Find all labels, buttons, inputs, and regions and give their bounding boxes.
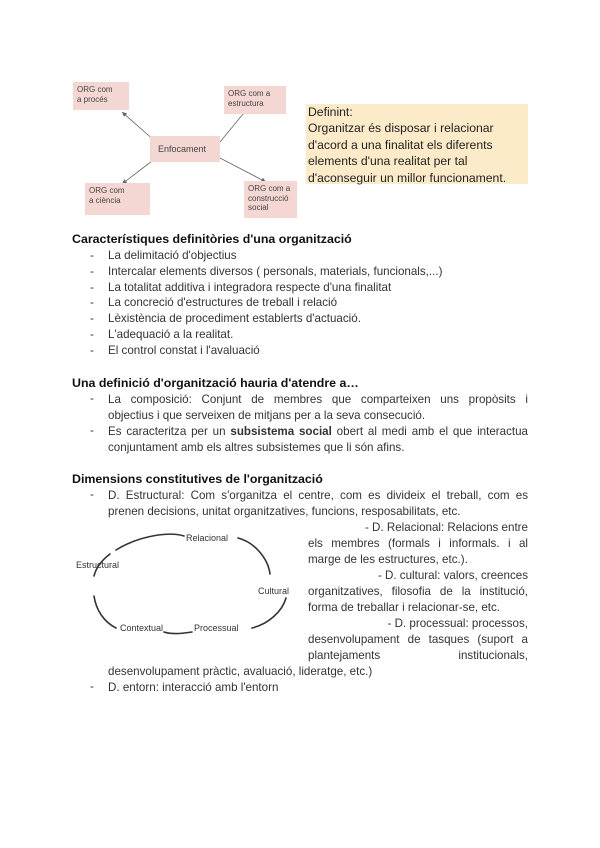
- dimensions-cycle-diagram: [72, 528, 302, 640]
- processual-line: desenvolupament de tasques (suport a: [308, 633, 528, 646]
- cultural-line: forma de treballar i relacionar-se, etc.: [308, 601, 501, 614]
- cycle-arc-cultural: [252, 598, 286, 628]
- section1-heading: Característiques definitòries d'una organització: [72, 232, 352, 246]
- list-item: - Lèxistència de procediment establerts d'actuació.: [90, 311, 442, 327]
- processual-last-line: desenvolupament pràctic, avaluació, lideratge, etc.): [108, 665, 373, 678]
- list-item: - Intercalar elements diversos ( personals, materials, funcionals,...): [90, 264, 442, 280]
- cycle-arc-relacional: [116, 534, 184, 550]
- cultural-line: organitzatives, filosofia de la institució,: [308, 585, 528, 598]
- cycle-arc-contextual: [94, 596, 116, 628]
- estructural-line: prenen decisions, unitat organitzatives, funcions, resposabilitats, etc.: [108, 505, 461, 518]
- definition-line: d'acord a una finalitat els diferents: [308, 137, 493, 152]
- arrow-bottom-right: [220, 158, 266, 182]
- subsistema-line: Es caracteritza per un subsistema social obert al medi amb el que interactua: [108, 425, 528, 438]
- entorn-line: D. entorn: interacció amb l'entorn: [108, 681, 279, 694]
- cycle-arc-processual: [164, 632, 192, 634]
- cycle-label-processual: Processual: [194, 623, 239, 633]
- section3-heading: Dimensions constitutives de l'organització: [72, 472, 323, 486]
- composicio-line: objectius i que serveixen de mitjans per a la seva consecució.: [108, 409, 426, 422]
- estructural-line: D. Estructural: Com s'organitza el centre, com es divideix el treball, com es: [108, 489, 528, 502]
- relacional-line: - D. Relacional: Relacions entre: [364, 521, 528, 534]
- list-dash: -: [90, 488, 94, 501]
- processual-line: - D. processual: processos,: [387, 617, 528, 630]
- cycle-arc-relacional-right: [238, 538, 270, 574]
- list-item: - La delimitació d'objectius: [90, 248, 442, 264]
- list-item: - L'adequació a la realitat.: [90, 327, 442, 343]
- org-ciencia-box: ORG com a ciència: [85, 183, 150, 215]
- list-dash: -: [90, 424, 94, 437]
- cycle-label-relacional: Relacional: [186, 533, 229, 543]
- relacional-line: marge de les estructures, etc.).: [308, 553, 468, 566]
- definition-label: Definint:: [308, 105, 353, 119]
- composicio-line: La composició: Conjunt de membres que comparteixen uns propòsits i: [108, 393, 528, 406]
- list-dash: -: [90, 680, 94, 693]
- enfocament-box: Enfocament: [150, 136, 220, 162]
- processual-line: plantejaments institucionals,: [308, 649, 528, 662]
- org-estructura-box: ORG com a estructura: [224, 86, 286, 114]
- list-dash: -: [90, 392, 94, 405]
- section2-heading: Una definició d'organització hauria d'atendre a…: [72, 376, 359, 390]
- list-item: - La totalitat additiva i integradora respecte d'una finalitat: [90, 280, 442, 296]
- relacional-line: els membres (formals i informals. i al: [308, 537, 528, 550]
- definition-box: [306, 104, 528, 184]
- org-construccio-social-box: ORG com a construcció social: [244, 181, 297, 218]
- list-item: - El control constat i l'avaluació: [90, 343, 442, 359]
- cultural-line: - D. cultural: valors, creences: [377, 569, 528, 582]
- cycle-label-estructural: Estructural: [76, 560, 120, 570]
- cycle-label-contextual: Contextual: [120, 623, 164, 633]
- cycle-label-cultural: Cultural: [258, 586, 290, 596]
- definition-line: elements d'una realitat per tal: [308, 154, 468, 169]
- definition-line: d'aconseguir un millor funcionament.: [308, 170, 507, 185]
- list-item: - La concreció d'estructures de treball i relació: [90, 295, 442, 311]
- org-proces-box: ORG com a procés: [73, 82, 129, 110]
- subsistema-social-bold: subsistema social: [230, 425, 332, 438]
- definition-line: Organitzar és disposar i relacionar: [308, 121, 494, 136]
- section1-list: [90, 248, 442, 359]
- subsistema-line: conjuntament amb els altres subsistemes que li són afins.: [108, 441, 405, 454]
